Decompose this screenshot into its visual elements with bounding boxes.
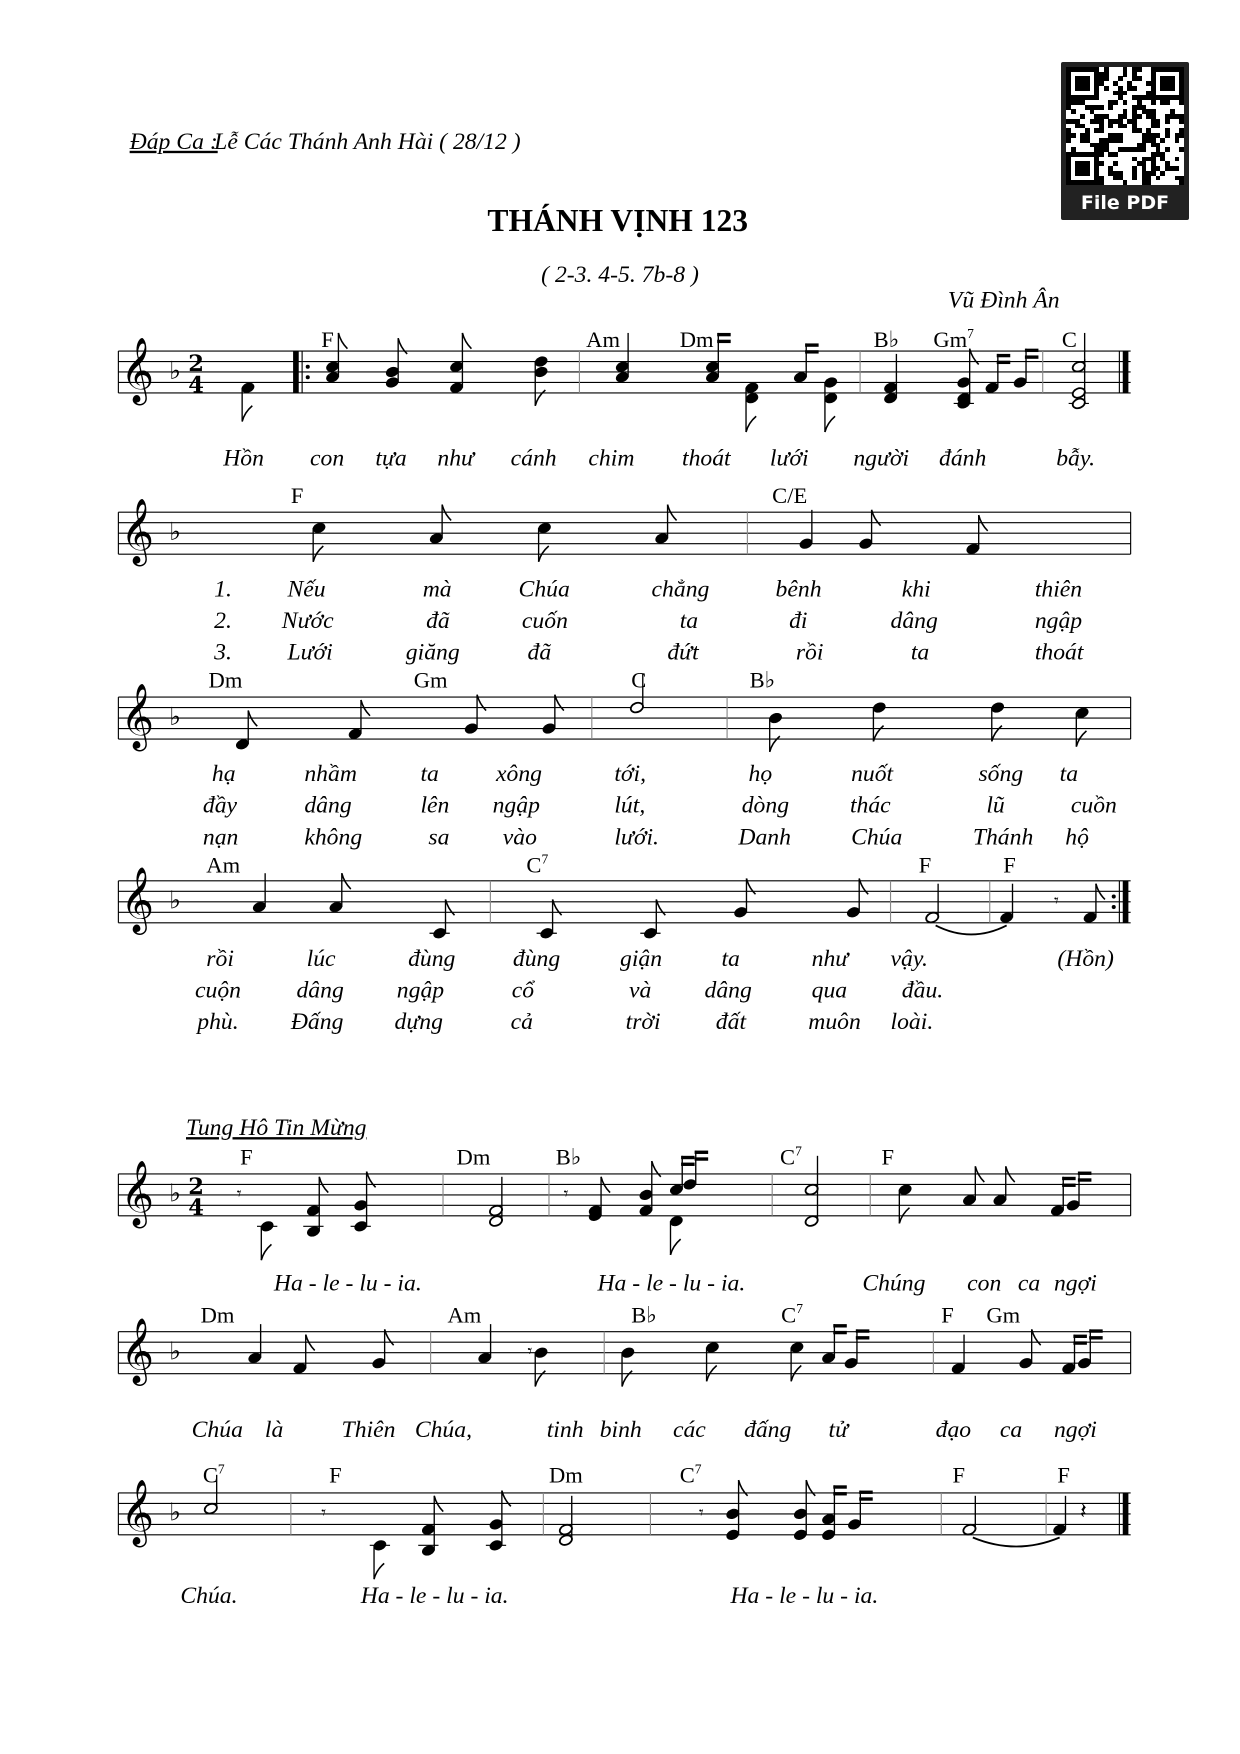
note <box>537 521 552 561</box>
chord-root: F <box>290 482 304 508</box>
header-label: Đáp Ca : <box>129 128 218 155</box>
lyric-syllable: hộ <box>1065 824 1089 851</box>
lyric-syllable: như <box>811 946 849 973</box>
lyric-syllable: giận <box>620 946 663 973</box>
lyric-syllable: thoát <box>1034 639 1084 666</box>
staff-system-6 <box>118 1301 1130 1443</box>
lyric-line-2 <box>214 608 1082 634</box>
lyric-syllable: Ha - le - lu - ia. <box>273 1270 422 1297</box>
treble-clef-icon: 𝄞 <box>120 1318 154 1384</box>
verses-reference: ( 2-3. 4-5. 7b-8 ) <box>541 261 699 288</box>
treble-clef-icon: 𝄞 <box>120 499 154 565</box>
key-signature-flat-icon: ♭ <box>169 1497 181 1527</box>
lyric-syllable: ta <box>679 607 699 634</box>
staff-system-7 <box>118 1461 1130 1609</box>
treble-clef-icon: 𝄞 <box>120 337 154 403</box>
lyric-syllable: đầu. <box>901 977 944 1004</box>
chord-root: F <box>329 1462 342 1488</box>
lyric-syllable: lúc <box>306 946 336 973</box>
chord-symbol <box>772 483 807 508</box>
lyric-line-1 <box>192 1417 1097 1443</box>
key-signature-flat-icon: ♭ <box>169 1178 181 1208</box>
chord-root: Am <box>447 1302 482 1328</box>
chord-root: C <box>780 1144 796 1170</box>
note <box>328 873 350 913</box>
eighth-rest-icon: 𝄾 <box>321 1502 327 1524</box>
chord-symbol <box>941 1302 954 1327</box>
staff-lines <box>118 697 1130 739</box>
lyric-syllable: Ha - le - lu - ia. <box>597 1270 746 1297</box>
lyric-syllable: cuốn <box>521 607 568 634</box>
lyric-syllable: cả <box>510 1009 533 1036</box>
lyric-syllable: chim <box>588 445 635 472</box>
lyric-line-3 <box>213 639 1085 665</box>
final-barline <box>1123 1493 1129 1535</box>
note <box>744 381 759 432</box>
lyric-syllable: qua <box>811 977 848 1004</box>
key-signature-flat-icon: ♭ <box>169 516 181 546</box>
chord-root: F <box>1057 1462 1070 1488</box>
lyric-syllable: vậy. <box>890 946 928 973</box>
lyric-syllable: Thiên <box>341 1417 396 1444</box>
lyric-syllable: Nếu <box>287 576 326 603</box>
lyric-syllable: là <box>264 1417 284 1444</box>
lyric-syllable: người <box>853 445 910 472</box>
chord-symbol <box>291 483 304 508</box>
chord-symbol <box>781 1301 803 1327</box>
lyric-syllable: ngợi <box>1053 1417 1097 1444</box>
lyric-syllable: Chúa, <box>414 1417 473 1444</box>
note <box>669 1156 695 1196</box>
lyric-syllable: đã <box>527 639 552 666</box>
chord-root: C <box>679 1462 695 1488</box>
chord-root: F <box>881 1144 895 1170</box>
note <box>992 1166 1014 1206</box>
lyric-syllable: dâng <box>890 607 938 634</box>
lyric-syllable: dòng <box>741 792 790 819</box>
time-signature-bottom: 4 <box>188 1195 204 1222</box>
lyric-syllable: đùng <box>408 946 456 973</box>
treble-clef-icon: 𝄞 <box>120 867 154 933</box>
lyric-syllable: ta <box>721 946 740 973</box>
lyric-syllable: tinh <box>546 1417 584 1444</box>
lyric-syllable: ngập <box>396 977 445 1004</box>
note <box>954 349 979 410</box>
key-signature-flat-icon: ♭ <box>169 701 181 731</box>
chord-symbol <box>1062 327 1077 352</box>
chord-symbol <box>919 852 932 877</box>
chord-root: Gm <box>933 327 968 353</box>
note <box>477 1324 492 1364</box>
note <box>534 1346 549 1386</box>
note <box>235 710 257 750</box>
lyric-syllable: vào <box>502 824 537 851</box>
lyric-syllable: bênh <box>775 576 822 603</box>
note <box>348 700 370 740</box>
chord-symbol <box>209 668 243 693</box>
staff-lines <box>118 1493 1130 1535</box>
chord-extension: 7 <box>694 1461 702 1477</box>
lyric-syllable: đấng <box>743 1417 792 1444</box>
lyric-line-1 <box>214 576 1082 602</box>
note <box>821 1324 847 1364</box>
eighth-rest-icon: 𝄾 <box>563 1183 569 1205</box>
section-title-gospel-acclamation: Tung Hô Tin Mừng <box>186 1115 367 1142</box>
chord-root: Dm <box>456 1144 491 1170</box>
chord-root: Dm <box>200 1302 235 1328</box>
eighth-rest-icon: 𝄾 <box>1053 890 1059 912</box>
note <box>385 338 407 389</box>
chord-root: C <box>526 852 542 878</box>
lyric-syllable: muôn <box>808 1009 861 1036</box>
lyric-syllable: hạ <box>211 761 236 788</box>
chord-symbol <box>631 1302 657 1327</box>
lyric-syllable: lưới <box>769 445 809 472</box>
chord-symbol <box>206 852 240 877</box>
lyric-syllable: ngợi <box>1053 1270 1097 1297</box>
note <box>705 1341 720 1381</box>
lyric-syllable: đạo <box>935 1417 972 1444</box>
note <box>669 1215 684 1255</box>
lyric-syllable: rồi <box>206 946 234 973</box>
lyric-syllable: loài. <box>890 1009 934 1036</box>
lyric-line-3 <box>203 824 1089 850</box>
eighth-rest-icon: 𝄾 <box>236 1183 242 1205</box>
lyric-syllable: dựng <box>394 1009 443 1036</box>
lyric-syllable: bẫy. <box>1056 445 1096 472</box>
lyric-syllable: trời <box>625 1009 661 1036</box>
chord-symbol <box>321 327 334 352</box>
lyric-syllable: các <box>672 1417 706 1444</box>
chord-symbol <box>953 1462 966 1487</box>
note <box>351 1172 376 1233</box>
key-signature-flat-icon: ♭ <box>169 355 181 385</box>
note <box>537 899 562 939</box>
lyric-syllable: cuộn <box>195 977 242 1004</box>
lyric-syllable: 2. <box>214 607 232 634</box>
time-signature-top: 2 <box>188 1173 204 1200</box>
final-barline <box>1123 351 1129 393</box>
lyric-syllable: họ <box>748 761 773 788</box>
lyric-syllable: ca <box>999 1417 1023 1444</box>
chord-root: F <box>1003 852 1016 878</box>
chord-symbol <box>448 1302 482 1327</box>
chord-extension: 7 <box>217 1461 225 1477</box>
lyric-syllable: đánh <box>939 445 987 472</box>
note <box>768 712 783 752</box>
chord-symbol <box>1003 852 1016 877</box>
lyric-syllable: con <box>310 445 345 472</box>
lyric-syllable: (Hồn) <box>1057 946 1114 973</box>
lyric-syllable: Chúa <box>851 824 903 851</box>
note <box>311 521 326 561</box>
chord-root: C <box>202 1462 218 1488</box>
chord-symbol <box>414 668 448 693</box>
note <box>823 376 838 432</box>
lyric-line-1 <box>180 1583 878 1609</box>
note <box>798 510 813 550</box>
lyric-syllable: ngập <box>1034 607 1083 634</box>
chord-symbol <box>549 1462 583 1487</box>
note <box>620 1346 635 1386</box>
chord-root: C <box>781 1302 797 1328</box>
staff-lines <box>118 881 1130 923</box>
time-signature-top: 2 <box>188 350 204 377</box>
staff-lines <box>118 351 1130 393</box>
note <box>999 884 1014 924</box>
lyric-syllable: cuồn <box>1070 792 1117 819</box>
staff-system-2 <box>118 483 1130 666</box>
chord-symbol <box>933 326 974 352</box>
lyric-syllable: thác <box>849 792 891 819</box>
chord-symbol <box>586 327 620 352</box>
lyric-syllable: đùng <box>512 946 561 973</box>
staff-system-4 <box>118 851 1130 1035</box>
lyric-syllable: cổ <box>511 977 535 1004</box>
composer: Vũ Đình Ân <box>947 287 1060 314</box>
note <box>951 1335 966 1375</box>
chord-symbol <box>329 1462 342 1487</box>
lyric-syllable: xông <box>496 761 542 788</box>
chord-root: C <box>631 667 647 693</box>
lyric-line-1 <box>212 761 1078 787</box>
chord-root: F <box>941 1302 954 1328</box>
note <box>429 899 454 939</box>
quarter-rest-icon: 𝄽 <box>1079 1498 1087 1525</box>
lyric-syllable: Ha - le - lu - ia. <box>360 1582 509 1609</box>
note <box>1050 1177 1076 1217</box>
treble-clef-icon: 𝄞 <box>120 1160 154 1226</box>
lyric-syllable: binh <box>599 1417 642 1444</box>
chord-symbol <box>556 1144 582 1169</box>
lyric-syllable: lũ <box>986 792 1005 819</box>
lyric-syllable: Chúa. <box>180 1582 238 1609</box>
chord-root: Dm <box>679 327 714 353</box>
lyric-syllable: Nước <box>281 607 334 634</box>
staff-system-1 <box>118 326 1130 471</box>
lyric-syllable: thiên <box>1034 576 1083 603</box>
chord-root: Dm <box>548 1462 583 1488</box>
time-signature-bottom: 4 <box>188 372 204 399</box>
note <box>370 1539 390 1579</box>
lyric-syllable: lên <box>420 792 450 819</box>
chord-symbol <box>631 668 646 693</box>
lyric-line-1 <box>206 946 1114 972</box>
note <box>252 873 267 913</box>
qr-label: File PDF <box>1080 192 1170 214</box>
note <box>965 515 987 555</box>
header-occasion: Lễ Các Thánh Anh Hài ( 28/12 ) <box>214 128 521 155</box>
chord-root: B♭ <box>873 327 900 353</box>
lyric-syllable: lút, <box>614 792 646 819</box>
chord-root: F <box>952 1462 966 1488</box>
lyric-line-1 <box>222 446 1095 472</box>
chord-root: B♭ <box>555 1144 582 1170</box>
lyric-syllable: ta <box>910 639 930 666</box>
lyric-syllable: dâng <box>296 977 344 1004</box>
chord-root: Gm <box>986 1302 1021 1328</box>
lyric-syllable: Chúa <box>191 1417 243 1444</box>
lyric-line-2 <box>195 978 943 1004</box>
chord-root: Am <box>586 327 620 353</box>
lyric-syllable: tử <box>828 1417 849 1444</box>
chord-symbol <box>986 1302 1020 1327</box>
lyric-syllable: nạn <box>202 824 239 851</box>
note <box>247 1324 262 1364</box>
note <box>725 1480 747 1541</box>
eighth-rest-icon: 𝄾 <box>698 1502 704 1524</box>
chord-symbol <box>203 1461 225 1487</box>
chord-symbol <box>680 327 714 352</box>
note <box>1061 1335 1087 1375</box>
lyric-syllable: nhầm <box>304 761 357 788</box>
lyric-syllable: tựa <box>375 445 407 472</box>
lyric-syllable: lưới. <box>614 824 659 851</box>
note <box>449 333 471 394</box>
lyric-syllable: Danh <box>738 824 791 851</box>
lyric-syllable: 3. <box>214 639 232 666</box>
lyric-syllable: khi <box>901 576 931 603</box>
lyric-syllable: Đấng <box>290 1009 344 1036</box>
lyric-syllable: Chúng <box>862 1270 926 1297</box>
chord-root: F <box>321 327 334 353</box>
lyric-syllable: đất <box>715 1009 747 1036</box>
chord-root: B♭ <box>749 667 776 693</box>
lyric-syllable: dâng <box>704 977 752 1004</box>
lyric-line-3 <box>195 1009 933 1035</box>
lyric-syllable: tới, <box>614 761 647 788</box>
chord-symbol <box>750 668 776 693</box>
lyric-syllable: ta <box>1059 761 1079 788</box>
lyric-syllable: Ha - le - lu - ia. <box>730 1582 879 1609</box>
lyric-syllable: dâng <box>304 792 352 819</box>
lyric-syllable: đi <box>789 607 808 634</box>
final-barline <box>1123 881 1129 923</box>
note <box>257 1220 277 1260</box>
chord-symbol <box>526 851 548 877</box>
chord-root: F <box>240 1144 253 1170</box>
lyric-syllable: thoát <box>681 445 731 472</box>
lyric-syllable: rồi <box>795 639 824 666</box>
chord-symbol <box>201 1302 235 1327</box>
note <box>303 1177 328 1238</box>
lyric-syllable: Lưới <box>287 639 333 666</box>
chord-root: Dm <box>208 667 243 693</box>
chord-symbol <box>1057 1462 1070 1487</box>
note <box>925 884 940 924</box>
note <box>962 1166 984 1206</box>
chord-symbol <box>680 1461 702 1487</box>
lyric-syllable: đầy <box>202 792 238 819</box>
lyric-syllable: đứt <box>667 639 699 666</box>
note <box>898 1183 913 1223</box>
key-signature-flat-icon: ♭ <box>169 885 181 915</box>
lyric-line-1 <box>273 1271 1097 1297</box>
key-signature-flat-icon: ♭ <box>169 1336 181 1366</box>
chord-root: C <box>1061 327 1077 353</box>
note <box>534 355 549 406</box>
note <box>872 701 887 741</box>
lyric-syllable: Thánh <box>972 824 1034 851</box>
lyric-syllable: ta <box>420 761 439 788</box>
note <box>292 1335 314 1375</box>
staff-lines <box>118 1174 1130 1216</box>
lyric-syllable: không <box>304 824 363 851</box>
chord-symbol <box>780 1143 802 1169</box>
chord-extension: 7 <box>967 326 974 342</box>
lyric-syllable: đã <box>426 607 450 634</box>
chord-root: Gm <box>413 667 448 693</box>
lyric-syllable: chẳng <box>651 576 710 603</box>
lyric-syllable: sa <box>428 824 450 851</box>
note <box>640 899 665 939</box>
staff-system-5 <box>118 1143 1130 1296</box>
chord-symbol <box>874 327 900 352</box>
note <box>1083 884 1105 924</box>
lyric-syllable: Hồn <box>223 445 264 472</box>
lyric-syllable: sống <box>978 761 1024 788</box>
lyric-syllable: và <box>629 977 652 1004</box>
chord-root: C/E <box>772 482 808 508</box>
lyric-syllable: Chúa <box>518 576 570 603</box>
staff-system-3 <box>118 668 1130 851</box>
lyric-syllable: nuốt <box>851 761 894 788</box>
note <box>240 381 255 421</box>
note <box>418 1496 443 1557</box>
note <box>793 1480 815 1541</box>
lyric-syllable: mà <box>422 576 452 603</box>
chord-extension: 7 <box>541 851 549 867</box>
note <box>1075 706 1090 746</box>
lyric-line-2 <box>203 793 1117 819</box>
note <box>990 701 1005 741</box>
note <box>486 1491 511 1552</box>
chord-extension: 7 <box>796 1301 803 1317</box>
repeat-start-barline <box>293 351 299 393</box>
lyric-syllable: ca <box>1017 1270 1041 1297</box>
lyric-syllable: cánh <box>510 445 557 472</box>
lyric-syllable: con <box>967 1270 1002 1297</box>
note <box>1052 1496 1067 1536</box>
chord-symbol <box>882 1144 895 1169</box>
note <box>654 505 676 545</box>
chord-symbol <box>457 1144 491 1169</box>
lyric-syllable: phù. <box>197 1009 239 1036</box>
note <box>793 343 819 383</box>
lyric-syllable: 1. <box>214 576 232 603</box>
lyric-syllable: giăng <box>405 639 460 666</box>
chord-root: F <box>918 852 932 878</box>
page-title: THÁNH VỊNH 123 <box>487 203 749 239</box>
lyric-syllable: như <box>437 445 474 472</box>
chord-extension: 7 <box>795 1143 802 1159</box>
chord-root: Am <box>206 852 241 878</box>
note <box>789 1341 804 1381</box>
chord-symbol <box>240 1144 253 1169</box>
note <box>429 505 451 545</box>
note <box>638 1161 660 1217</box>
tie <box>936 925 1007 934</box>
chord-root: B♭ <box>631 1302 657 1328</box>
treble-clef-icon: 𝄞 <box>120 683 154 749</box>
tie <box>973 1538 1060 1547</box>
lyric-syllable: ngập <box>492 792 540 819</box>
note <box>962 1496 977 1536</box>
note <box>984 354 1010 394</box>
treble-clef-icon: 𝄞 <box>120 1479 154 1545</box>
eighth-rest-icon: 𝄾 <box>527 1341 533 1363</box>
